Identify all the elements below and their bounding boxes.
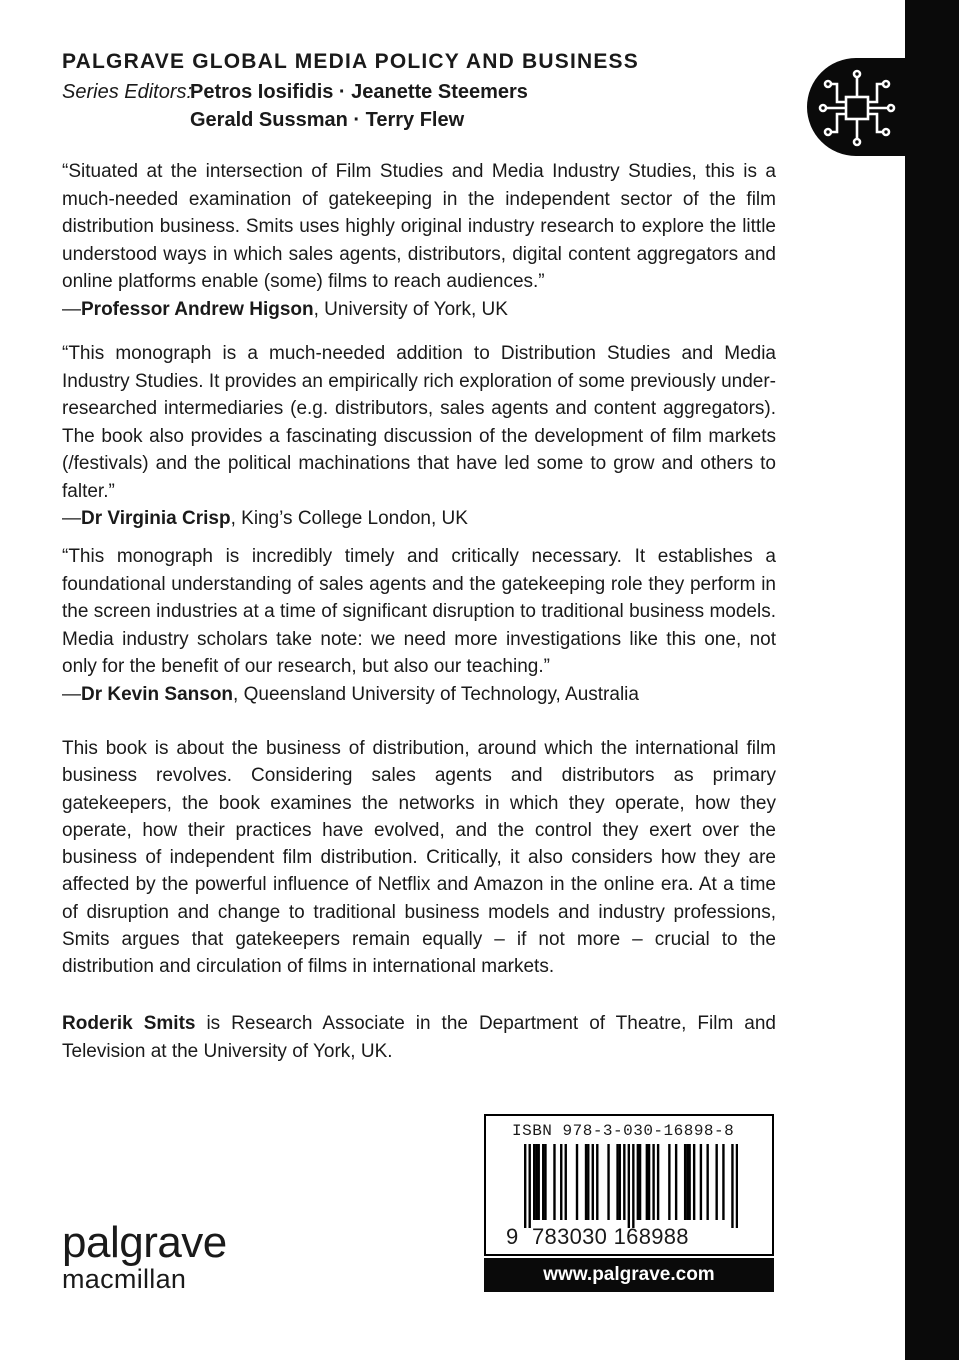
barcode-bar xyxy=(686,1144,688,1220)
endorsement-3 xyxy=(62,543,776,708)
endorsement-quote: “Situated at the intersection of Film Studies and Media Industry Studies, this is a much-needed examination of gatekeeping in the independent sector of the film distribution business. Smits uses highly original industry research to explore the little understood ways in which sales agents, distributors, digital content aggregators and online platforms enable (some) films to reach audiences.” xyxy=(62,161,776,292)
barcode-bar xyxy=(675,1144,677,1220)
barcode-bar xyxy=(668,1144,670,1220)
endorsement-2 xyxy=(62,340,776,533)
publisher-url: www.palgrave.com xyxy=(484,1258,774,1292)
isbn-text: ISBN 978-3-030-16898-8 xyxy=(512,1122,735,1140)
barcode-bar xyxy=(607,1144,609,1220)
series-title: PALGRAVE GLOBAL MEDIA POLICY AND BUSINESS xyxy=(62,50,639,73)
barcode-bar xyxy=(646,1144,648,1220)
editors-names-line1: Petros Iosifidis · Jeanette Steemers xyxy=(190,81,528,103)
book-description: This book is about the business of distribution, around which the international film business revolves. Considering sales agents and distributors as primary gatekeepers, the book examines the networks in which they operate, how they operate, how their practices have evolved, and the control they exert over the business of independent film distribution. Critically, it also considers how they are affected by the powerful influence of Netflix and Amazon in the online era. At a time of disruption and change to traditional business models and industry professions, Smits argues that gatekeepers remain equally – if not more – crucial to the distribution and circulation of films in international markets. xyxy=(62,738,776,978)
barcode-bar xyxy=(524,1144,526,1228)
endorser-affiliation: , University of York, UK xyxy=(313,298,508,320)
barcode-bar xyxy=(639,1144,641,1220)
series-logo-tab xyxy=(807,58,959,156)
attribution-dash: — xyxy=(62,683,81,705)
barcode-bar xyxy=(585,1144,587,1220)
barcode-bar xyxy=(684,1144,686,1220)
attribution-dash: — xyxy=(62,298,81,320)
network-node-icon xyxy=(817,68,897,148)
barcode-bar xyxy=(628,1144,630,1228)
endorsement-quote: “This monograph is incredibly timely and critically necessary. It establishes a foundational understanding of sales agents and the gatekeeping role they perform in the screen industries at a time of significant disruption to traditional business models. Media industry scholars take note: we need more investigations like this one, not only for the benefit of our research, but also our teaching.” xyxy=(62,546,776,677)
editors-label: Series Editors: xyxy=(62,81,193,103)
logo-macmillan: macmillan xyxy=(62,1264,187,1294)
barcode-bar xyxy=(632,1144,634,1228)
barcode-bar xyxy=(623,1144,625,1220)
endorsement-attribution xyxy=(62,296,776,324)
endorsement-1 xyxy=(62,158,776,323)
endorser-affiliation: , King’s College London, UK xyxy=(230,508,468,529)
endorser-name: Professor Andrew Higson xyxy=(81,298,314,320)
endorsement-quote: “This monograph is a much-needed addition to Distribution Studies and Media Industry Studies. It provides an empirically rich exploration of some previously under-researched intermediaries (e.g. distributors, sales agents and content aggregators). The book also provides a fascinating discussion of the development of film markets (/festivals) and the political machinations that have led some to grow and others to falter.” xyxy=(62,343,776,502)
ean-first-digit: 9 xyxy=(506,1224,519,1249)
barcode-bar xyxy=(706,1144,708,1220)
ean-digits: 783030 168988 xyxy=(532,1224,689,1249)
endorsement-attribution xyxy=(62,681,776,709)
barcode-bar xyxy=(637,1144,639,1220)
barcode-bar xyxy=(542,1144,544,1220)
barcode-bar xyxy=(693,1144,695,1220)
barcode-bar xyxy=(736,1144,738,1228)
barcode-bar xyxy=(688,1144,690,1220)
author-bio-text: is Research Associate in the Department of Theatre, Film and Television at the University of York, UK. xyxy=(62,1013,776,1062)
series-editors xyxy=(62,78,528,134)
barcode-bar xyxy=(652,1144,654,1220)
author-bio xyxy=(62,1010,776,1065)
editors-names-line2: Gerald Sussman · Terry Flew xyxy=(190,109,465,131)
endorser-affiliation: , Queensland University of Technology, Australia xyxy=(233,683,639,705)
barcode-bar xyxy=(576,1144,578,1220)
barcode-bar xyxy=(587,1144,589,1220)
book-spine xyxy=(905,0,959,1360)
barcode-bar xyxy=(560,1144,562,1220)
barcode-bar xyxy=(715,1144,717,1220)
barcode-bar xyxy=(553,1144,555,1220)
barcode-bar xyxy=(533,1144,535,1220)
attribution-dash: — xyxy=(62,508,81,529)
barcode-bar xyxy=(565,1144,567,1220)
barcode-bar xyxy=(529,1144,531,1228)
barcode-bar xyxy=(657,1144,659,1220)
barcode-bar xyxy=(544,1144,546,1220)
barcode-bar xyxy=(592,1144,594,1220)
barcode-bar xyxy=(648,1144,650,1220)
barcode-bars xyxy=(524,1144,738,1228)
logo-palgrave: palgrave xyxy=(62,1218,227,1267)
publisher-logo xyxy=(62,1218,227,1295)
barcode-bar xyxy=(619,1144,621,1220)
barcode-bar xyxy=(700,1144,702,1220)
barcode-bar xyxy=(616,1144,618,1220)
barcode-bar xyxy=(538,1144,540,1220)
endorser-name: Dr Virginia Crisp xyxy=(81,508,231,529)
barcode-bar xyxy=(731,1144,733,1228)
isbn-barcode xyxy=(484,1114,774,1256)
author-name: Roderik Smits xyxy=(62,1013,196,1034)
barcode-bar xyxy=(722,1144,724,1220)
barcode-bar xyxy=(535,1144,537,1220)
endorsement-attribution xyxy=(62,505,776,533)
endorser-name: Dr Kevin Sanson xyxy=(81,683,234,705)
barcode-bar xyxy=(596,1144,598,1220)
